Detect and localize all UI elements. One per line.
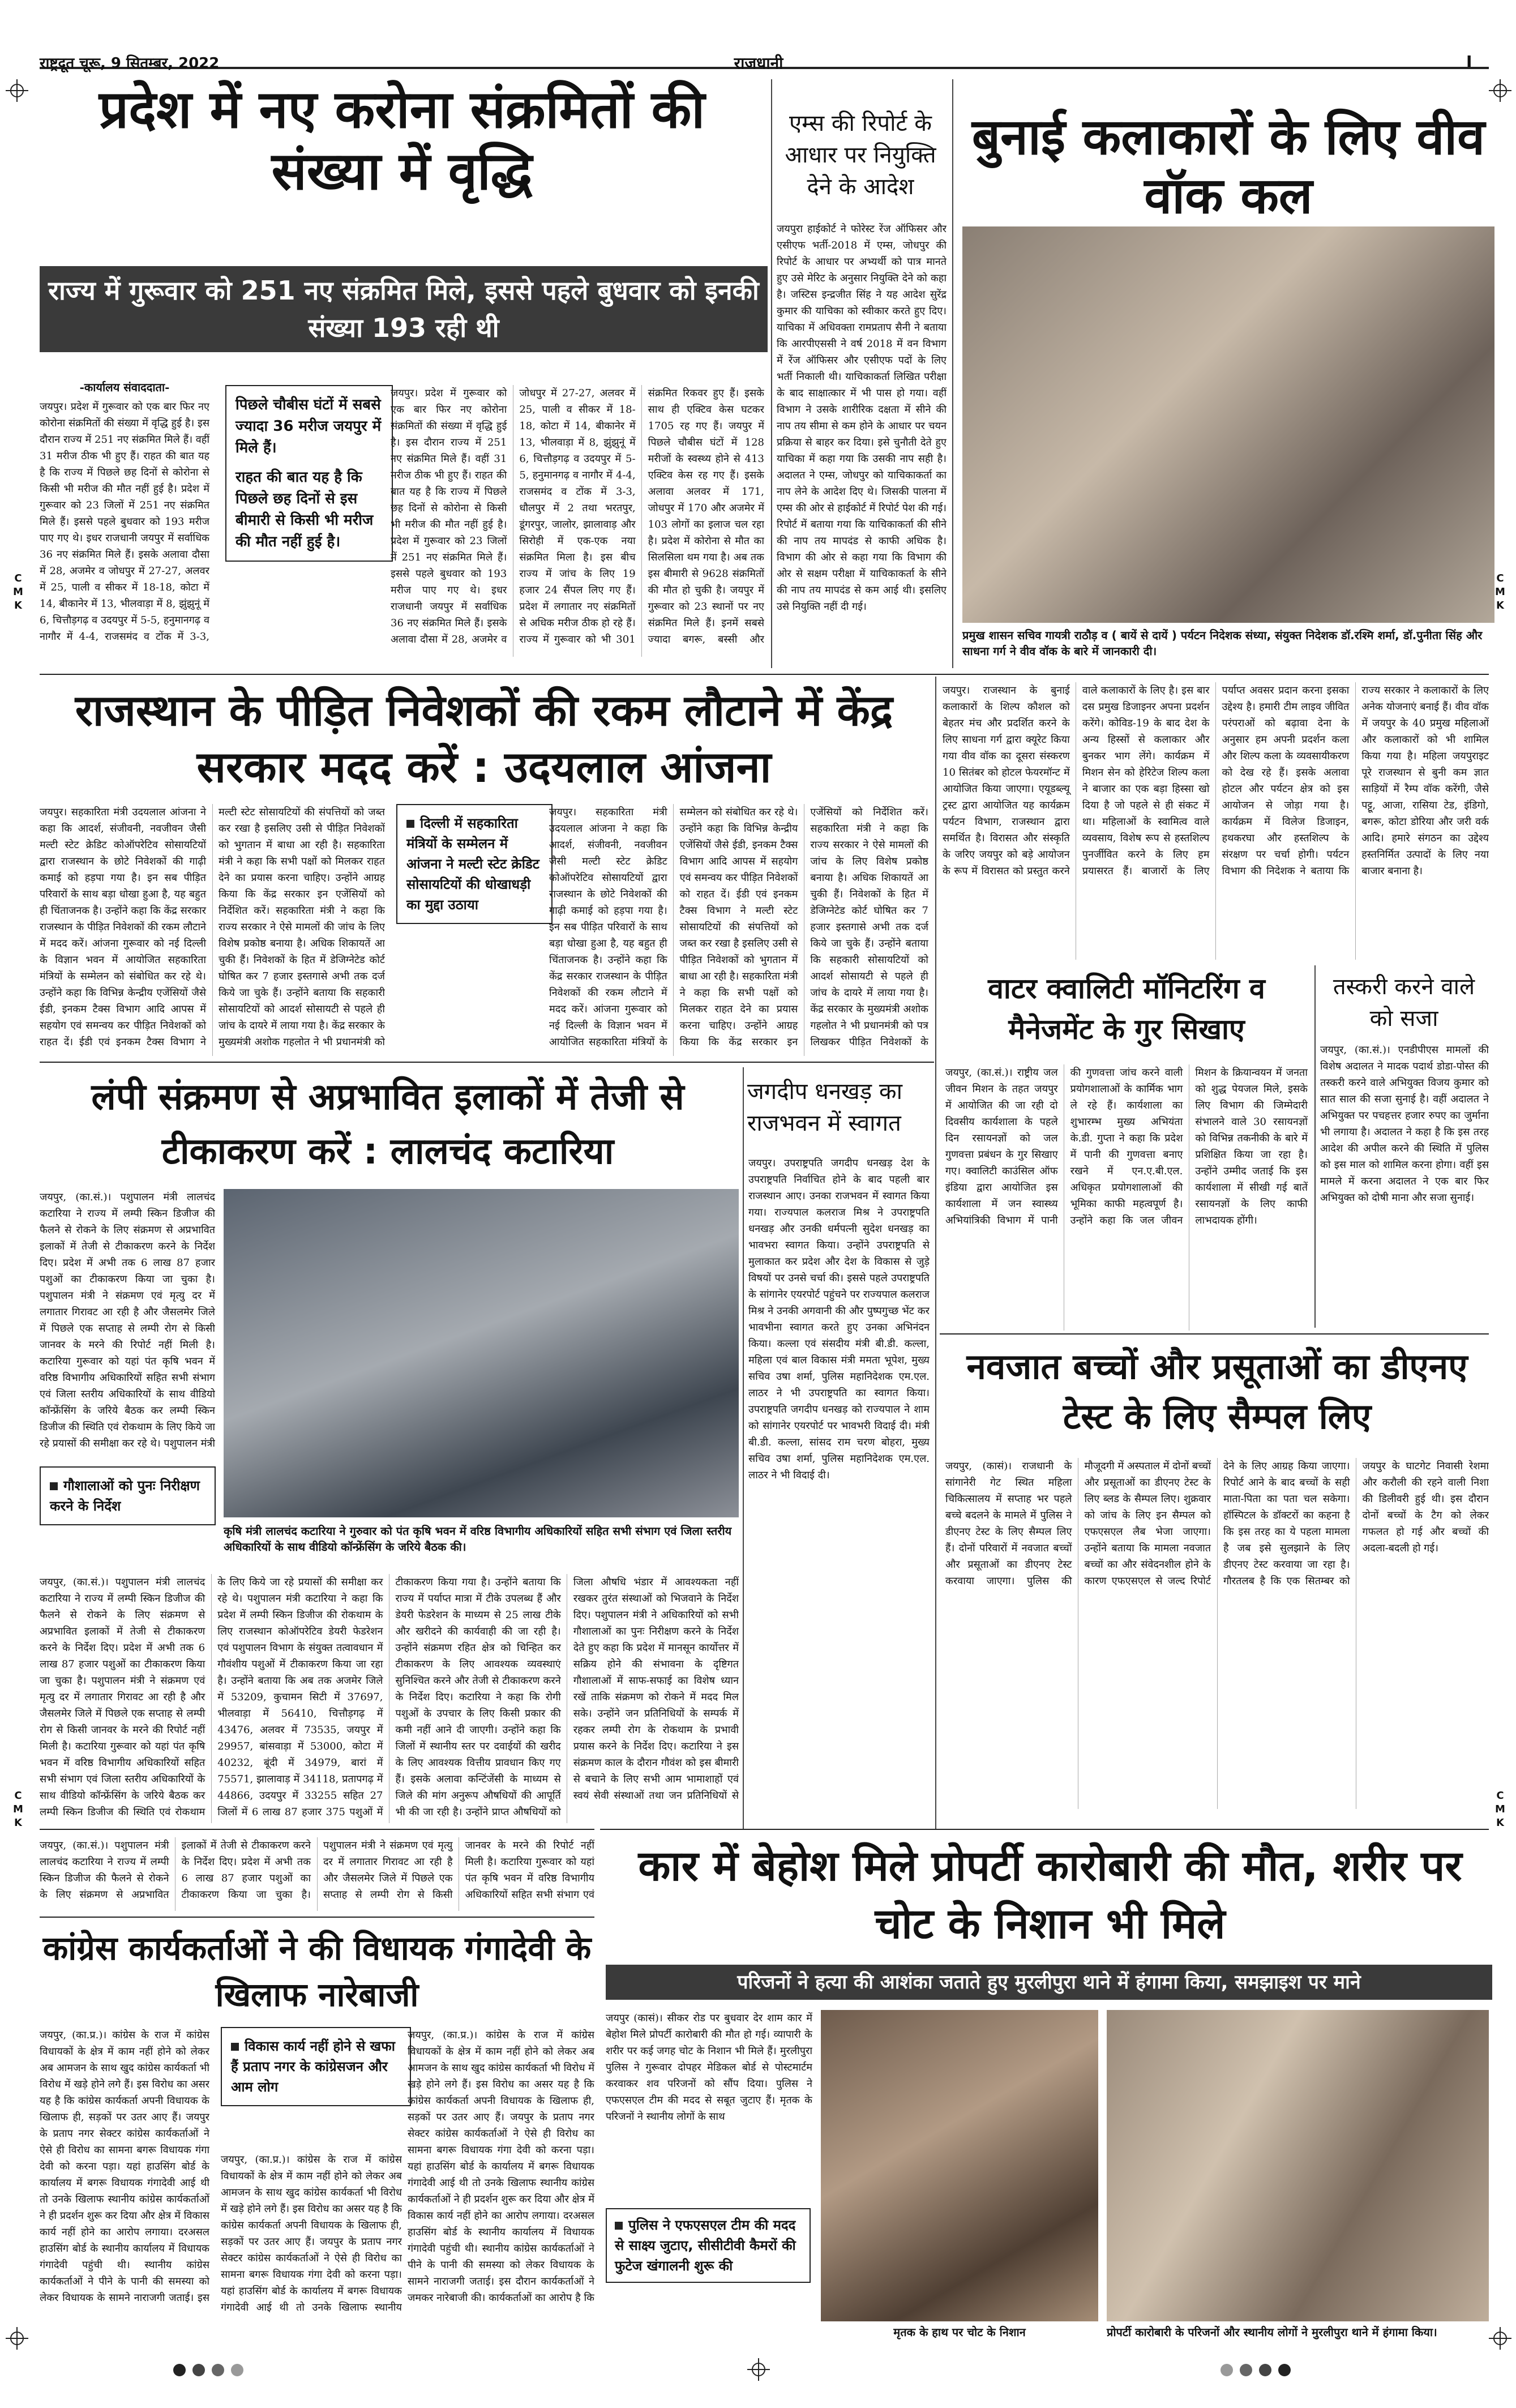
registration-mark (6, 79, 28, 102)
dhankhar-body: जयपुर। उपराष्ट्रपति जगदीप धनखड़ देश के उपराष्ट्रपति निर्वाचित होने के बाद पहली बार राजस्थान आए। उनका राजभवन में स्वागत किया गया। राज्यपाल कलराज मिश्र ने उपराष्ट्रपति धनखड़ और उनकी धर्मपत्नी सुदेश धनखड़ का भावभरा स्वागत किया। उन्होंने उपराष्ट्रपति से मुलाकात कर प्रदेश और देश के विकास से जुड़े विषयों पर उनसे चर्चा की। इससे पहले उपराष्ट्रपति के सांगानेर एयरपोर्ट पहुंचने पर राज्यपाल कलराज मिश्र ने उनकी अगवानी की और पुष्पगुच्छ भेंट कर भावभीना स्वागत करते हुए उनका अभिनंदन किया। कल्ला एवं संसदीय मंत्री बी.डी. कल्ला, महिला एवं बाल विकास मंत्री ममता भूपेश, मुख्य सचिव उषा शर्मा, पुलिस महानिदेशक एम.एल. लाठर ने भी उपराष्ट्रपति का स्वागत किया। उपराष्ट्रपति जगदीप धनखड़ को राज्यपाल ने शाम को सांगानेर एयरपोर्ट पर भावभरी विदाई दी। मंत्री बी.डी. कल्ला, सांसद राम चरण बोहरा, मुख्य सचिव उषा शर्मा, पुलिस महानिदेशक एम.एल. लाठर ने भी विदाई दी। (748, 1157, 930, 1481)
registration-mark (1489, 79, 1511, 102)
cmk-mark-right-2: C M K (1495, 1790, 1505, 1829)
lumpy-headline: लंपी संक्रमण से अप्रभावित इलाकों में तेजी से टीकाकरण करें : लालचंद कटारिया (91, 1076, 684, 1173)
aiims-headline: एम्स की रिपोर्ट के आधार पर नियुक्ति देने के आदेश (785, 110, 936, 200)
registration-mark (747, 2358, 770, 2381)
lumpy-body-continued: जयपुर, (का.सं.)। पशुपालन मंत्री लालचंद कटारिया ने राज्य में लम्पी स्किन डिजीज की फैलने से रोकने के लिए संक्रमण से अप्रभावित इलाकों में तेजी से टीकाकरण करने के निर्देश दिए। प्रदेश में अभी तक 6 लाख 87 हजार पशुओं का टीकाकरण किया जा चुका है। पशुपालन मंत्री ने संक्रमण एवं मृत्यु दर में लगातार गिरावट आ रही है और जैसलमेर जिले में पिछले एक सप्ताह से लम्पी रोग से किसी जानवर के मरने की रिपोर्ट नहीं मिली है। कटारिया गुरूवार को यहां पंत कृषि भवन में वरिष्ठ विभागीय अधिकारियों सहित सभी संभाग एवं (40, 1840, 594, 1901)
lumpy-body: जयपुर, (का.सं.)। पशुपालन मंत्री लालचंद कटारिया ने राज्य में लम्पी स्किन डिजीज की फैलने से रोकने के लिए संक्रमण से अप्रभावित इलाकों में तेजी से टीकाकरण करने के निर्देश दिए। प्रदेश में अभी तक 6 लाख 87 हजार पशुओं का टीकाकरण किया जा चुका है। पशुपालन मंत्री ने संक्रमण एवं मृत्यु दर में लगातार गिरावट आ रही है और जैसलमेर जिले में पिछले एक सप्ताह से लम्पी रोग से किसी जानवर के मरने की रिपोर्ट नहीं मिली है। कटारिया गुरूवार को यहां पंत कृषि भवन में वरिष्ठ विभागीय अधिकारियों सहित सभी संभाग एवं जिला स्तरीय अधिकारियों के साथ वीडियो कॉन्फ्रेंसिंग के जरिये बैठक कर लम्पी स्किन डिजीज की स्थिति एवं रोकथाम के लिए किये जा रहे प्रयासों की समीक्षा कर रहे थे। पशुपालन मंत्री कटारिया ने कहा कि प्रदेश में लम्पी स्किन डिजीज की रोकथाम के लिए राजस्थान कोऑपरेटिव डेयरी फेडरेशन एवं पशुपालन विभाग के संयुक्त तत्वावधान में गौवंशीय पशुओं में टीकाकरण किया जा रहा है। उन्होंने बताया कि अब तक अजमेर जिले में 53209, कुचामन सिटी में 37697, भीलवाड़ा में 56410, चित्तौड़गढ़ में 43476, अलवर में 73535, जयपुर में 29957, बांसवाड़ा में 53000, कोटा में 40232, बूंदी में 34979, बारां में 75571, झालावाड़ में 34118, प्रतापगढ़ में 44866, उदयपुर में 33255 सहित 27 जिलों में 6 लाख 87 हजार 375 पशुओं में टीकाकरण किया गया है। उन्होंने बताया कि राज्य में पर्याप्त मात्रा में टीके उपलब्ध हैं और डेयरी फेडरेशन के माध्यम से 25 लाख टीके और खरीदने की कार्यवाही की जा रही है। उन्होंने संक्रमण रहित क्षेत्र को चिन्हित कर टीकाकरण के लिए आवश्यक व्यवस्थाएं सुनिश्चित करने और तेजी से टीकाकरण करने के निर्देश दिए। कटारिया ने कहा कि रोगी पशुओं के उपचार के लिए किसी प्रकार की कमी नहीं आने दी जाएगी। उन्होंने कहा कि जिलों में स्थानीय स्तर पर दवाईयों की खरीद के लिए आवश्यक वित्तीय प्रावधान किए गए हैं। इसके अलावा कन्टिंजेंसी के माध्यम से जिले की मांग अनुरूप औषधियों की आपूर्ति भी की जा रही है। उन्होंने प्राप्त औषधियों को जिला औषधि भंडार में आवश्यकता नहीं रखकर तुरंत संस्थाओं को भिजवाने के निर्देश दिए। पशुपालन मंत्री ने अधिकारियों को सभी गौशालाओं का पुनः निरीक्षण करने के निर्देश देते हुए कहा कि प्रदेश में मानसून कार्योत्तर में सक्रिय होने की संभावना के दृष्टिगत गौशालाओं में साफ-सफाई का विशेष ध्यान रखें ताकि संक्रमण को रोकने में मदद मिल सके। उन्होंने जन प्रतिनिधियों के सम्पर्क में रहकर लम्पी रोग के रोकथाम के प्रभावी प्रयास करने के निर्देश दिए। कटारिया ने इस संक्रमण काल के दौरान गौवंश को इस बीमारी से बचाने के लिए सभी आम भामाशाहों एवं स्वयं सेवी संस्थाओं तथा जन प्रतिनिधियों से (40, 1576, 739, 1818)
weave-press-photo (962, 226, 1494, 623)
column-rule (743, 1067, 744, 1829)
weave-photo-caption: प्रमुख शासन सचिव गायत्री राठौड़ व ( बायें से दायें ) पर्यटन निदेशक संध्या, संयुक्त निदेशक डॉ.रश्मि शर्मा, डॉ.पुनीता सिंह और साधना गर्ग ने वीव वॉक के बारे में जानकारी दी। (962, 628, 1483, 658)
corona-subhead: राज्य में गुरूवार को 251 नए संक्रमित मिले, इससे पहले बुधवार को इनकी संख्या 193 रही थी (40, 266, 768, 352)
cmk-mark-right-1: C M K (1495, 572, 1505, 611)
color-dots-left (170, 2364, 247, 2379)
corona-article (40, 357, 764, 657)
anjana-box-text: दिल्ली में सहकारिता मंत्रियों के सम्मेलन में आंजना ने मल्टी स्टेट क्रेडिट सोसायटियों की धोखाधड़ी का मुद्दा उठाया (406, 815, 539, 913)
corona-box-point-2: राहत की बात यह है कि पिछले छह दिनों से इस बीमारी से किसी भी मरीज की मौत नहीं हुई है। (235, 469, 374, 550)
masthead-date: राष्ट्रदूत चूरू, 9 सितम्बर, 2022 (40, 55, 220, 72)
anjana-body-right: जयपुर। सहकारिता मंत्री उदयलाल आंजना ने कहा कि आदर्श, संजीवनी, नवजीवन जैसी मल्टी स्टेट क्रेडिट कोऑपरेटिव सोसायटियों द्वारा राजस्थान के छोटे निवेशकों की गाढ़ी कमाई को हड़पा गया है। इन सब पीड़ित परिवारों के साथ बड़ा धोखा हुआ है, यह बहुत ही चिंताजनक है। उन्होंने कहा कि केंद्र सरकार राजस्थान के पीड़ित निवेशकों की रकम लौटाने में मदद करें। आंजना गुरूवार को नई दिल्ली के विज्ञान भवन में आयोजित सहकारिता मंत्रियों के सम्मेलन को संबोधित कर रहे थे। उन्होंने कहा कि विभिन्न केन्द्रीय एजेंसियों जैसे ईडी, इनकम टैक्स विभाग आदि आपस में सहयोग एवं समन्वय कर पीड़ित निवेशकों को राहत दें। ईडी एवं इनकम टैक्स विभाग ने मल्टी स्टेट सोसायटियों की संपत्तियों को जब्त कर रखा है इसलिए उसी से पीड़ित निवेशकों को भुगतान में बाधा आ रही है। सहकारिता मंत्री ने कहा कि सभी पक्षों को मिलकर राहत देने का प्रयास करना चाहिए। उन्होंने आग्रह किया कि केंद्र सरकार इन एजेंसियों को निर्देशित करें। सहकारिता मंत्री ने कहा कि राज्य सरकार ने ऐसे मामलों की जांच के लिए विशेष प्रकोष्ठ बनाया है। अधिक शिकायतें आ चुकी हैं। निवेशकों के हित में डेजिग्नेटेड कोर्ट घोषित कर 7 हजार इस्तगासे अभी तक दर्ज किये जा चुके हैं। उन्होंने बताया कि सहकारी सोसायटियों को आदर्श सोसायटी से पहले ही जांच के दायरे में लाया गया है। केंद्र सरकार के मुख्यमंत्री अशोक गहलोत ने भी प्रधानमंत्री को पत्र लिखकर पीड़ित निवेशकों के (549, 806, 928, 1048)
anjana-highlight-box (396, 804, 553, 924)
property-headline: कार में बेहोश मिले प्रोपर्टी कारोबारी की मौत, शरीर पर चोट के निशान भी मिले (638, 1842, 1462, 1948)
section-divider (40, 1829, 594, 1830)
section-divider (40, 1062, 934, 1063)
color-dots-right (1217, 2364, 1294, 2379)
dna-headline: नवजात बच्चों और प्रसूताओं का डीएनए टेस्ट के लिए सैम्पल लिए (966, 1346, 1468, 1437)
police-station-photo (1107, 2010, 1489, 2321)
dhankhar-headline: जगदीप धनखड़ का राजभवन में स्वागत (747, 1079, 902, 1136)
column-rule (952, 79, 953, 668)
smuggling-body: जयपुर, (का.सं.)। एनडीपीएस मामलों की विशेष अदालत ने मादक पदार्थ डोडा-पोस्त की तस्करी करने वाले अभियुक्त विजय कुमार को सात साल की सजा सुनाई है। वहीं अदालत ने अभियुक्त पर पचहत्तर हजार रुपए का जुर्माना भी लगाया है। अदालत ने कहा है कि इस तरह आदेश की अपील करने की स्थिति में पुलिस को इस माल को शामिल करना होगा। वहीं इस मामले में करना अदालत ने एक बार फिर अभियुक्त को दोषी माना और सजा सुनाई। (1320, 1044, 1489, 1204)
injury-photo-caption: मृतक के हाथ पर चोट के निशान (893, 2325, 1026, 2339)
section-divider (40, 1917, 594, 1918)
congress-body-lead: जयपुर, (का.प्र.)। कांग्रेस के राज में कांग्रेस विधायकों के क्षेत्र में काम नहीं होने को लेकर अब आमजन के साथ खुद कांग्रेस कार्यकर्ता भी विरोध में खड़े होने लगे हैं। इस विरोध का असर यह है कि कांग्रेस कार्यकर्ता अपनी विधायक के खिलाफ ही, सड़कों पर उतर आए हैं। जयपुर के प्रताप नगर सेक्टर कांग्रेस कार्यकर्ताओं ने ऐसे ही विरोध का सामना बगरू विधायक गंगा देवी को करना पड़ा। यहां हाउसिंग बोर्ड के कार्यालय में बगरू विधायक गंगादेवी आई थी तो उनके खिलाफ स्थानीय कांग्रेस कार्यकर्ताओं ने ही प्रदर्शन शुरू कर दिया और क्षेत्र में विकास कार्य नहीं होने का आरोप लगाया। दरअसल हाउसिंग बोर्ड के स्थानीय कार्यालय में विधायक गंगादेवी पहुंची थी। स्थानीय कांग्रेस कार्यकर्ताओं ने पीने के पानी की समस्या को लेकर विधायक के सामने नाराजगी जताई। इस (40, 2029, 209, 2304)
aiims-body: जयपुरा हाईकोर्ट ने फोरेस्ट रेंज ऑफिसर और एसीएफ भर्ती-2018 में एम्स, जोधपुर की रिपोर्ट के आधार पर अभ्यर्थी को पात्र मानते हुए उसे मेरिट के अनुसार नियुक्ति देने को कहा है। जस्टिस इन्द्रजीत सिंह ने यह आदेश सुरेंद्र कुमार की याचिका को स्वीकार करते हुए दिए। याचिका में अधिवक्ता रामप्रताप सैनी ने बताया कि आरपीएससी ने वर्ष 2018 में वन विभाग में रेंज ऑफिसर और एसीएफ पदों के लिए भर्ती निकाली थी। याचिकाकर्ता लिखित परीक्षा के बाद साक्षात्कार में भी पास हो गया। वहीं विभाग ने उसके शारीरिक दक्षता में सीने की नाप तय सीमा से कम होने के आधार पर चयन प्रक्रिया से बाहर कर दिया। इसे चुनौती देते हुए याचिका में कहा गया कि उसकी नाप सही है। अदालत ने एम्स, जोधपुर को याचिकाकर्ता का नाप लेने के आदेश दिए थे। जिसकी पालना में एम्स की ओर से हाईकोर्ट में रिपोर्ट पेश की गई। रिपोर्ट में बताया गया कि याचिकाकर्ता की सीने की नाप तय मापदंड से काफी अधिक है। विभाग की ओर से कहा गया कि विभाग की ओर से सक्षम परीक्षा में याचिकाकर्ता के सीने की नाप तय मापदंड से कम आई थी। इसलिए उसे नियुक्ति नहीं दी गई। (777, 223, 947, 613)
congress-box-text: विकास कार्य नहीं होने से खफा हैं प्रताप नगर के कांग्रेसजन और आम लोग (231, 2038, 395, 2095)
cmk-mark-left-2: C M K (13, 1790, 23, 1829)
section-divider (600, 1829, 1489, 1830)
column-rule (1314, 965, 1316, 1328)
water-headline: वाटर क्वालिटी मॉनिटरिंग व मैनेजमेंट के गुर सिखाए (988, 972, 1265, 1046)
lumpy-photo-caption: कृषि मंत्री लालचंद कटारिया ने गुरुवार को पंत कृषि भवन में वरिष्ठ विभागीय अधिकारियों सहित सभी संभाग एवं जिला स्तरीय अधिकारियों के साथ वीडियो कॉन्फ्रेंसिंग के जरिये बैठक की। (224, 1524, 732, 1554)
police-station-photo-caption: प्रोपर्टी कारोबारी के परिजनों और स्थानीय लोगों ने मुरलीपुरा थाने में हंगामा किया। (1107, 2325, 1437, 2339)
congress-highlight-box (221, 2027, 411, 2106)
property-highlight-box (606, 2208, 811, 2283)
corona-body-cols: जयपुर। प्रदेश में गुरूवार को एक बार फिर नए कोरोना संक्रमितों की संख्या में वृद्धि हुई है। इस दौरान राज्य में 251 नए संक्रमित मिले हैं। वहीं 31 मरीज ठीक भी हुए हैं। राहत की बात यह है कि राज्य में पिछले छह दिनों से कोरोना से किसी भी मरीज की मौत नहीं हुई है। प्रदेश में गुरूवार को 23 जिलों में 251 नए संक्रमित मिले हैं। इससे पहले बुधवार को 193 मरीज पाए गए थे। इधर राजधानी जयपुर में सर्वाधिक 36 नए संक्रमित मिले हैं। इसके अलावा दौसा में 28, अजमेर व जोधपुर में 27-27, अलवर में 25, पाली व सीकर में 18-18, कोटा में 14, बीकानेर में 13, भीलवाड़ा में 8, झुंझुनूं में 6, चित्तौड़गढ़ व उदयपुर में 5-5, हनुमानगढ़ व नागौर में 4-4, राजसमंद व टोंक में 3-3, धौलपुर में 2 तथा भरतपुर, डूंगरपुर, जालोर, झालावाड़ और सिरोही में एक-एक नया संक्रमित मिला है। इस बीच राज्य में जांच के लिए 19 हजार 24 सैंपल लिए गए हैं। प्रदेश में लगातार नए संक्रमितों से अधिक मरीज ठीक हो रहे हैं। राज्य में गुरूवार को भी 301 संक्रमित रिकवर हुए हैं। इसके साथ ही एक्टिव केस घटकर 1705 रह गए हैं। जयपुर में पिछले चौबीस घंटों में 128 मरीजों के स्वस्थ्य होने से 413 एक्टिव केस रह गए हैं। इसके अलावा अलवर में 171, जोधपुर में 170 और अजमेर में 103 लोगों का इलाज चल रहा है। प्रदेश में कोरोना से मौत का सिलसिला थम गया है। अब तक इस बीमारी से 9628 संक्रमितों की मौत हो चुकी है। जयपुर में गुरूवार को 23 स्थानों पर नए संक्रमित मिले हैं। इनमें सबसे ज्यादा बगरू, बस्सी और (391, 387, 764, 645)
cmk-mark-left-1: C M K (13, 572, 23, 611)
lumpy-box-text: गौशालाओं को पुनः निरीक्षण करने के निर्देश (50, 1478, 200, 1514)
weave-body: जयपुर। राजस्थान के बुनाई कलाकारों के शिल्प कौशल को बेहतर मंच और प्रदर्शित करने के लिए साधना गर्ग द्वारा क्यूरेट किया गया वीव वॉक का दूसरा संस्करण 10 सितंबर को होटल फेयरमॉन्ट में आयोजित किया जाएगा। एयूडब्ल्यू ट्रस्ट द्वारा आयोजित यह कार्यक्रम पर्यटन विभाग, राजस्थान द्वारा समर्थित है। विरासत और संस्कृति के जरिए जयपुर को बड़े आयोजन के रूप में विरासत को प्रस्तुत करने वाले कलाकारों के लिए है। इस बार दस प्रमुख डिजाइनर अपना प्रदर्शन करेंगे। कोविड-19 के बाद देश के अन्य हिस्सों से कलाकार और बुनकर भाग लेंगे। कार्यक्रम में मिशन सेन को हेरिटेज शिल्प कला ने बाजार का एक बड़ा हिस्सा खो दिया है जो पहले से ही संकट में था। महिलाओं के स्वामित्व वाले व्यवसाय, विशेष रूप से हस्तशिल्प पुनर्जीवित करने के लिए हम प्रयासरत हैं। बाजारों के लिए पर्याप्त अवसर प्रदान करना इसका उद्देश्य है। हमारी टीम लाइव जीवित परंपराओं को बढ़ावा देना के अनुसार हम अपनी प्रदर्शन कला और शिल्प कला के व्यवसायीकरण को देख रहे हैं। इसके अलावा होटल और पर्यटन क्षेत्र को इस आयोजन से जोड़ा गया है। कार्यक्रम में विलेज डिजाइन, हथकरघा और हस्तशिल्प के संरक्षण पर चर्चा होगी। पर्यटन विभाग की निदेशक ने बताया कि राज्य सरकार ने कलाकारों के लिए अनेक योजनाएं बनाई हैं। वीव वॉक में जयपुर के 40 प्रमुख महिलाओं और कलाकारों को भी शामिल किया गया है। महिला जयपुराइट पूरे राजस्थान से बुनी कम ज्ञात साड़ियों में रैम्प वॉक करेंगी, जैसे पट्टू, आजा, रासिया टेड, इंडिगो, बगरू, कोटा डोरिया और जरी वर्क आदि। हमारे संगठन का उद्देश्य हस्तनिर्मित उत्पादों के लिए नया बाजार बनाना है। (943, 685, 1489, 877)
anjana-headline: राजस्थान के पीड़ित निवेशकों की रकम लौटाने में केंद्र सरकार मदद करें : उदयलाल आंजना (75, 685, 893, 792)
column-rule (771, 79, 772, 668)
injury-photo (821, 2010, 1098, 2321)
corona-byline: -कार्यालय संवाददाता- (79, 380, 170, 394)
section-divider (940, 1333, 1489, 1335)
section-title: राजधानी (734, 54, 783, 72)
corona-box-point-1: पिछले चौबीस घंटों में सबसे ज्यादा 36 मरीज जयपुर में मिले हैं। (235, 396, 382, 456)
anjana-body-left: जयपुर। सहकारिता मंत्री उदयलाल आंजना ने कहा कि आदर्श, संजीवनी, नवजीवन जैसी मल्टी स्टेट क्रेडिट कोऑपरेटिव सोसायटियों द्वारा राजस्थान के छोटे निवेशकों की गाढ़ी कमाई को हड़पा गया है। इन सब पीड़ित परिवारों के साथ बड़ा धोखा हुआ है, यह बहुत ही चिंताजनक है। उन्होंने कहा कि केंद्र सरकार राजस्थान के पीड़ित निवेशकों की रकम लौटाने में मदद करें। आंजना गुरूवार को नई दिल्ली के विज्ञान भवन में आयोजित सहकारिता मंत्रियों के सम्मेलन को संबोधित कर रहे थे। उन्होंने कहा कि विभिन्न केन्द्रीय एजेंसियों जैसे ईडी, इनकम टैक्स विभाग आदि आपस में सहयोग एवं समन्वय कर पीड़ित निवेशकों को राहत दें। ईडी एवं इनकम टैक्स विभाग ने मल्टी स्टेट सोसायटियों की संपत्तियों को जब्त कर रखा है इसलिए उसी से पीड़ित निवेशकों को भुगतान में बाधा आ रही है। सहकारिता मंत्री ने कहा कि सभी पक्षों को मिलकर राहत देने का प्रयास करना चाहिए। उन्होंने आग्रह किया कि केंद्र सरकार इन एजेंसियों को निर्देशित करें। सहकारिता मंत्री ने कहा कि राज्य सरकार ने ऐसे मामलों की जांच के लिए विशेष प्रकोष्ठ बनाया है। अधिक शिकायतें आ चुकी हैं। निवेशकों के हित में डेजिग्नेटेड कोर्ट घोषित कर 7 हजार इस्तगासे अभी तक दर्ज किये जा चुके हैं। उन्होंने बताया कि सहकारी सोसायटियों को आदर्श सोसायटी से पहले ही जांच के दायरे में लाया गया है। केंद्र सरकार के मुख्यमंत्री अशोक गहलोत ने भी प्रधानमंत्री को (40, 806, 385, 1048)
registration-mark (6, 2327, 28, 2350)
page-number: I (1466, 52, 1472, 71)
lumpy-highlight-box (40, 1466, 216, 1525)
corona-highlight-box (225, 385, 393, 562)
corona-body-col1: जयपुर। प्रदेश में गुरूवार को एक बार फिर नए कोरोना संक्रमितों की संख्या में वृद्धि हुई है। इस दौरान राज्य में 251 नए संक्रमित मिले हैं। वहीं 31 मरीज ठीक भी हुए हैं। राहत की बात यह है कि राज्य में पिछले छह दिनों से कोरोना से किसी भी मरीज की मौत नहीं हुई है। प्रदेश में गुरूवार को 23 जिलों में 251 नए संक्रमित मिले हैं। इससे पहले बुधवार को 193 मरीज पाए गए थे। इधर राजधानी जयपुर में सर्वाधिक 36 नए संक्रमित मिले हैं। इसके अलावा दौसा में 28, अजमेर व जोधपुर में 27-27, अलवर में 25, पाली व सीकर में 18-18, कोटा में 14, बीकानेर में 13, भीलवाड़ा में 8, झुंझुनूं में 6, चित्तौड़गढ़ व उदयपुर में 5-5, हनुमानगढ़ व नागौर में 4-4, राजसमंद व टोंक में 3-3, (40, 401, 209, 643)
dna-body: जयपुर, (कासं)। राजधानी के सांगानेरी गेट स्थित महिला चिकित्सालय में सप्ताह भर पहले बच्चे बदलने के मामले में पुलिस ने डीएनए टेस्ट के लिए सैम्पल लिए हैं। दोनों परिवारों में नवजात बच्चों और प्रसूताओं का डीएनए टेस्ट करवाया जाएगा। पुलिस की मौजूदगी में अस्पताल में दोनों बच्चों और प्रसूताओं का डीएनए टेस्ट के लिए ब्लड के सैम्पल लिए। शुक्रवार को जांच के लिए इन सैम्पल को एफएसएल लैब भेजा जाएगा। उन्होंने बताया कि मामला नवजात बच्चों का और संवेदनशील होने के कारण एफएसएल से जल्द रिपोर्ट देने के लिए आग्रह किया जाएगा। रिपोर्ट आने के बाद बच्चों के सही माता-पिता का पता चल सकेगा। हॉस्पिटल के डॉक्टरों का कहना है कि इस तरह का ये पहला मामला है जब इसे सुलझाने के लिए डीएनए टेस्ट करवाया जा रहा है। गौरतलब है कि एक सितम्बर को जयपुर के घाटगेट निवासी रेशमा और करौली की रहने वाली निशा की डिलीवरी हुई थी। इस दौरान दोनों बच्चों के टैग को लेकर गफलत हो गई और बच्चों की अदला-बदली हो गई। (945, 1460, 1489, 1587)
property-body-lead: जयपुर (कासं)। सीकर रोड पर बुधवार देर शाम कार में बेहोश मिले प्रोपर्टी कारोबारी की मौत हो गई। व्यापारी के शरीर पर कई जगह चोट के निशान भी मिले हैं। मुरलीपुरा पुलिस ने गुरूवार दोपहर मेडिकल बोर्ड से पोस्टमार्टम करवाकर शव परिजनों को सौंप दिया। पुलिस ने एफएसएल टीम की मदद से सबूत जुटाए हैं। मृतक के परिजनों ने स्थानीय लोगों के साथ (606, 2012, 812, 2123)
smuggling-headline: तस्करी करने वाले को सजा (1333, 974, 1475, 1032)
property-box-point-1: पुलिस ने एफएसएल टीम की मदद से साक्ष्य जुटाए, सीसीटीवी कैमरों की फुटेज खंगालनी शुरू की (615, 2217, 796, 2274)
section-divider (40, 674, 1489, 675)
congress-body-right: जयपुर, (का.प्र.)। कांग्रेस के राज में कांग्रेस विधायकों के क्षेत्र में काम नहीं होने को लेकर अब आमजन के साथ खुद कांग्रेस कार्यकर्ता भी विरोध में खड़े होने लगे हैं। इस विरोध का असर यह है कि कांग्रेस कार्यकर्ता अपनी विधायक के खिलाफ ही, सड़कों पर उतर आए हैं। जयपुर के प्रताप नगर सेक्टर कांग्रेस कार्यकर्ताओं ने ऐसे ही विरोध का सामना बगरू विधायक गंगा देवी को करना पड़ा। यहां हाउसिंग बोर्ड के कार्यालय में बगरू विधायक गंगादेवी आई थी तो उनके खिलाफ स्थानीय कांग्रेस कार्यकर्ताओं ने ही प्रदर्शन शुरू कर दिया और क्षेत्र में विकास कार्य नहीं होने का आरोप लगाया। दरअसल हाउसिंग बोर्ड के स्थानीय कार्यालय में विधायक गंगादेवी पहुंची थी। स्थानीय कांग्रेस कार्यकर्ताओं ने पीने के पानी की समस्या को लेकर विधायक के सामने नाराजगी जताई। इस दौरान कार्यकर्ताओं ने जमकर नारेबाजी की। कार्यकर्ताओं का आरोप है कि (408, 2029, 594, 2304)
property-subhead: परिजनों ने हत्या की आशंका जताते हुए मुरलीपुरा थाने में हंगामा किया, समझाइश पर माने (606, 1965, 1492, 2000)
congress-headline: कांग्रेस कार्यकर्ताओं ने की विधायक गंगादेवी के खिलाफ नारेबाजी (42, 1929, 592, 2014)
congress-body-mid: जयपुर, (का.प्र.)। कांग्रेस के राज में कांग्रेस विधायकों के क्षेत्र में काम नहीं होने को लेकर अब आमजन के साथ खुद कांग्रेस कार्यकर्ता भी विरोध में खड़े होने लगे हैं। इस विरोध का असर यह है कि कांग्रेस कार्यकर्ता अपनी विधायक के खिलाफ ही, सड़कों पर उतर आए हैं। जयपुर के प्रताप नगर सेक्टर कांग्रेस कार्यकर्ताओं ने ऐसे ही विरोध का सामना बगरू विधायक गंगा देवी को करना पड़ा। यहां हाउसिंग बोर्ड के कार्यालय में बगरू विधायक गंगादेवी आई थी तो उनके खिलाफ स्थानीय (221, 2154, 402, 2313)
water-body: जयपुर, (का.सं.)। राष्ट्रीय जल जीवन मिशन के तहत जयपुर में आयोजित की जा रही दो दिवसीय कार्यशाला के पहले दिन रसायनज्ञों को जल गुणवत्ता प्रबंधन के गुर सिखाए गए। क्वालिटी काउंसिल ऑफ इंडिया द्वारा आयोजित इस कार्यशाला में जन स्वास्थ्य अभियांत्रिकी विभाग में पानी की गुणवत्ता जांच करने वाली प्रयोगशालाओं के कार्मिक भाग ले रहे हैं। कार्यशाला का शुभारम्भ मुख्य अभियंता के.डी. गुप्ता ने कहा कि प्रदेश में पानी की गुणवत्ता बनाए रखने में एन.ए.बी.एल. अधिकृत प्रयोगशालाओं की भूमिका काफी महत्वपूर्ण है। उन्होंने कहा कि जल जीवन मिशन के क्रियान्वयन में जनता को शुद्ध पेयजल मिले, इसके लिए विभाग की जिम्मेदारी संभालने वाले 30 रसायनज्ञों को विभिन्न तकनीकी के बारे में प्रशिक्षित किया जा रहा है। उन्होंने उम्मीद जताई कि इस कार्यशाला में सीखी गई बातें रसायनज्ञों के लिए काफी लाभदायक होंगी। (945, 1067, 1308, 1226)
lumpy-body-lead: जयपुर, (का.सं.)। पशुपालन मंत्री लालचंद कटारिया ने राज्य में लम्पी स्किन डिजीज की फैलने से रोकने के लिए संक्रमण से अप्रभावित इलाकों में तेजी से टीकाकरण करने के निर्देश दिए। प्रदेश में अभी तक 6 लाख 87 हजार पशुओं का टीकाकरण किया जा चुका है। पशुपालन मंत्री ने संक्रमण एवं मृत्यु दर में लगातार गिरावट आ रही है और जैसलमेर जिले में पिछले एक सप्ताह से लम्पी रोग से किसी जानवर के मरने की रिपोर्ट नहीं मिली है। कटारिया गुरूवार को यहां पंत कृषि भवन में वरिष्ठ विभागीय अधिकारियों सहित सभी संभाग एवं जिला स्तरीय अधिकारियों के साथ वीडियो कॉन्फ्रेंसिंग के जरिये बैठक कर लम्पी स्किन डिजीज की स्थिति एवं रोकथाम के लिए किये जा रहे प्रयासों की समीक्षा कर रहे थे। पशुपालन मंत्री (40, 1191, 215, 1449)
registration-mark (1489, 2327, 1511, 2350)
lumpy-meeting-photo (224, 1189, 739, 1517)
column-rule (935, 677, 936, 1829)
weave-headline: बुनाई कलाकारों के लिए वीव वॉक कल (971, 108, 1485, 225)
corona-headline: प्रदेश में नए करोना संक्रमितों की संख्या में वृद्धि (99, 79, 705, 202)
